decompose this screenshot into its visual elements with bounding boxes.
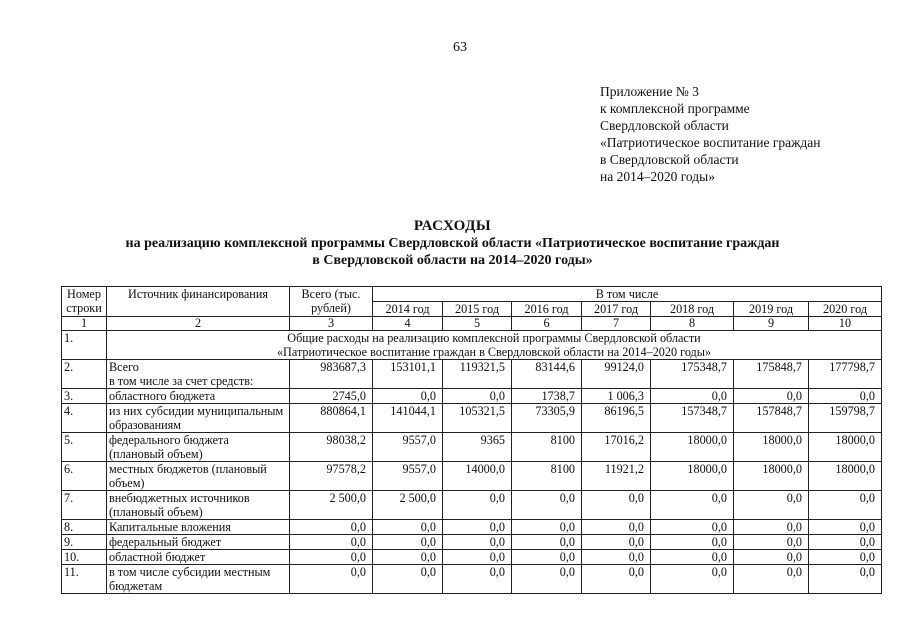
row-value: 8100	[512, 433, 582, 462]
row-value: 0,0	[809, 535, 882, 550]
row-value: 99124,0	[582, 360, 651, 389]
appendix-line: «Патриотическое воспитание граждан	[600, 135, 821, 150]
row-value: 2 500,0	[373, 491, 443, 520]
header-year: 2020 год	[809, 302, 882, 317]
row-number: 11.	[62, 565, 107, 594]
row-value: 0,0	[373, 389, 443, 404]
column-index: 3	[290, 317, 373, 331]
row-value: 0,0	[512, 550, 582, 565]
header-year: 2014 год	[373, 302, 443, 317]
row-total: 0,0	[290, 520, 373, 535]
row-value: 0,0	[651, 389, 734, 404]
row-total: 0,0	[290, 565, 373, 594]
row-value: 0,0	[651, 535, 734, 550]
row-label: в том числе субсидии местным бюджетам	[107, 565, 290, 594]
page-number: 63	[453, 40, 467, 55]
document-title	[0, 218, 905, 269]
row-value: 0,0	[734, 491, 809, 520]
row-total: 983687,3	[290, 360, 373, 389]
header-including: В том числе	[373, 287, 882, 302]
row-value: 18000,0	[809, 433, 882, 462]
row-label: Капитальные вложения	[107, 520, 290, 535]
column-index: 4	[373, 317, 443, 331]
row-value: 0,0	[734, 565, 809, 594]
row-value: 0,0	[651, 565, 734, 594]
row-total: 0,0	[290, 550, 373, 565]
row-value: 0,0	[582, 491, 651, 520]
row-value: 0,0	[651, 550, 734, 565]
column-index: 2	[107, 317, 290, 331]
row-total: 97578,2	[290, 462, 373, 491]
row-value: 0,0	[809, 565, 882, 594]
row-label: Всего в том числе за счет средств:	[107, 360, 290, 389]
column-index: 9	[734, 317, 809, 331]
row-label: внебюджетных источников (плановый объем)	[107, 491, 290, 520]
header-total: Всего (тыс. рублей)	[290, 287, 373, 317]
row-label: местных бюджетов (плановый объем)	[107, 462, 290, 491]
appendix-line: на 2014–2020 годы»	[600, 169, 715, 184]
row-label: федерального бюджета (плановый объем)	[107, 433, 290, 462]
row-value: 83144,6	[512, 360, 582, 389]
header-year: 2016 год	[512, 302, 582, 317]
row-number: 2.	[62, 360, 107, 389]
row-value: 18000,0	[734, 433, 809, 462]
row-value: 0,0	[582, 565, 651, 594]
table-row	[62, 462, 882, 491]
row-value: 157348,7	[651, 404, 734, 433]
row-value: 0,0	[443, 565, 512, 594]
row-value: 0,0	[512, 565, 582, 594]
appendix-line: к комплексной программе	[600, 101, 750, 116]
row-value: 0,0	[373, 535, 443, 550]
row-label: из них субсидии муниципальным образованиям	[107, 404, 290, 433]
row-value: 86196,5	[582, 404, 651, 433]
row-value: 0,0	[443, 520, 512, 535]
row-total: 0,0	[290, 535, 373, 550]
row-number: 6.	[62, 462, 107, 491]
header-row-number: Номер строки	[62, 287, 107, 317]
title-main: РАСХОДЫ	[413, 218, 492, 234]
row-value: 175348,7	[651, 360, 734, 389]
section-row-number: 1.	[62, 331, 107, 360]
header-year: 2018 год	[651, 302, 734, 317]
header-year: 2017 год	[582, 302, 651, 317]
table-row	[62, 389, 882, 404]
row-value: 0,0	[373, 565, 443, 594]
row-value: 1738,7	[512, 389, 582, 404]
row-value: 9557,0	[373, 433, 443, 462]
row-value: 0,0	[809, 389, 882, 404]
section-title-line: «Патриотическое воспитание граждан в Свердловской области на 2014–2020 годы»	[276, 345, 712, 359]
row-value: 0,0	[443, 389, 512, 404]
row-number: 8.	[62, 520, 107, 535]
row-value: 159798,7	[809, 404, 882, 433]
row-value: 0,0	[809, 550, 882, 565]
row-value: 8100	[512, 462, 582, 491]
row-value: 0,0	[582, 550, 651, 565]
expenses-table	[61, 286, 882, 594]
row-total: 880864,1	[290, 404, 373, 433]
column-index: 6	[512, 317, 582, 331]
row-value: 141044,1	[373, 404, 443, 433]
header-year: 2019 год	[734, 302, 809, 317]
appendix-note	[600, 83, 821, 185]
row-value: 17016,2	[582, 433, 651, 462]
row-value: 0,0	[734, 550, 809, 565]
row-value: 0,0	[651, 520, 734, 535]
row-value: 0,0	[582, 535, 651, 550]
section-title-line: Общие расходы на реализацию комплексной программы Свердловской области	[287, 331, 701, 345]
row-value: 73305,9	[512, 404, 582, 433]
row-value: 0,0	[651, 491, 734, 520]
row-number: 9.	[62, 535, 107, 550]
row-number: 3.	[62, 389, 107, 404]
row-value: 0,0	[734, 520, 809, 535]
title-line: на реализацию комплексной программы Свердловской области «Патриотическое воспитание граждан	[125, 236, 780, 251]
row-value: 153101,1	[373, 360, 443, 389]
title-line: в Свердловской области на 2014–2020 годы»	[312, 253, 593, 268]
header-year: 2015 год	[443, 302, 512, 317]
row-number: 4.	[62, 404, 107, 433]
row-value: 18000,0	[809, 462, 882, 491]
table-row	[62, 491, 882, 520]
appendix-line: Свердловской области	[600, 118, 729, 133]
row-value: 1 006,3	[582, 389, 651, 404]
row-value: 177798,7	[809, 360, 882, 389]
row-label: федеральный бюджет	[107, 535, 290, 550]
column-index: 8	[651, 317, 734, 331]
row-value: 0,0	[443, 491, 512, 520]
row-value: 14000,0	[443, 462, 512, 491]
row-value: 18000,0	[651, 462, 734, 491]
header-source: Источник финансирования	[107, 287, 290, 317]
row-value: 0,0	[512, 535, 582, 550]
appendix-line: Приложение № 3	[600, 84, 699, 99]
row-value: 175848,7	[734, 360, 809, 389]
row-value: 119321,5	[443, 360, 512, 389]
row-value: 157848,7	[734, 404, 809, 433]
table-row	[62, 520, 882, 535]
row-value: 0,0	[582, 520, 651, 535]
row-total: 98038,2	[290, 433, 373, 462]
row-value: 0,0	[512, 491, 582, 520]
row-value: 18000,0	[651, 433, 734, 462]
appendix-line: в Свердловской области	[600, 152, 739, 167]
row-number: 5.	[62, 433, 107, 462]
table-row	[62, 360, 882, 389]
row-value: 11921,2	[582, 462, 651, 491]
table-row	[62, 404, 882, 433]
row-value: 0,0	[809, 520, 882, 535]
row-value: 0,0	[443, 550, 512, 565]
table-row	[62, 535, 882, 550]
row-value: 9557,0	[373, 462, 443, 491]
table-row	[62, 433, 882, 462]
row-value: 9365	[443, 433, 512, 462]
column-index: 7	[582, 317, 651, 331]
table-row	[62, 565, 882, 594]
row-value: 0,0	[734, 535, 809, 550]
row-value: 18000,0	[734, 462, 809, 491]
row-value: 0,0	[512, 520, 582, 535]
row-value: 0,0	[734, 389, 809, 404]
row-value: 0,0	[809, 491, 882, 520]
section-title	[107, 331, 882, 360]
row-label: областной бюджет	[107, 550, 290, 565]
column-index: 5	[443, 317, 512, 331]
row-total: 2 500,0	[290, 491, 373, 520]
row-number: 10.	[62, 550, 107, 565]
row-label: областного бюджета	[107, 389, 290, 404]
row-number: 7.	[62, 491, 107, 520]
row-value: 0,0	[373, 520, 443, 535]
row-value: 105321,5	[443, 404, 512, 433]
column-index: 1	[62, 317, 107, 331]
row-value: 0,0	[443, 535, 512, 550]
row-value: 0,0	[373, 550, 443, 565]
row-total: 2745,0	[290, 389, 373, 404]
column-index: 10	[809, 317, 882, 331]
table-row	[62, 550, 882, 565]
